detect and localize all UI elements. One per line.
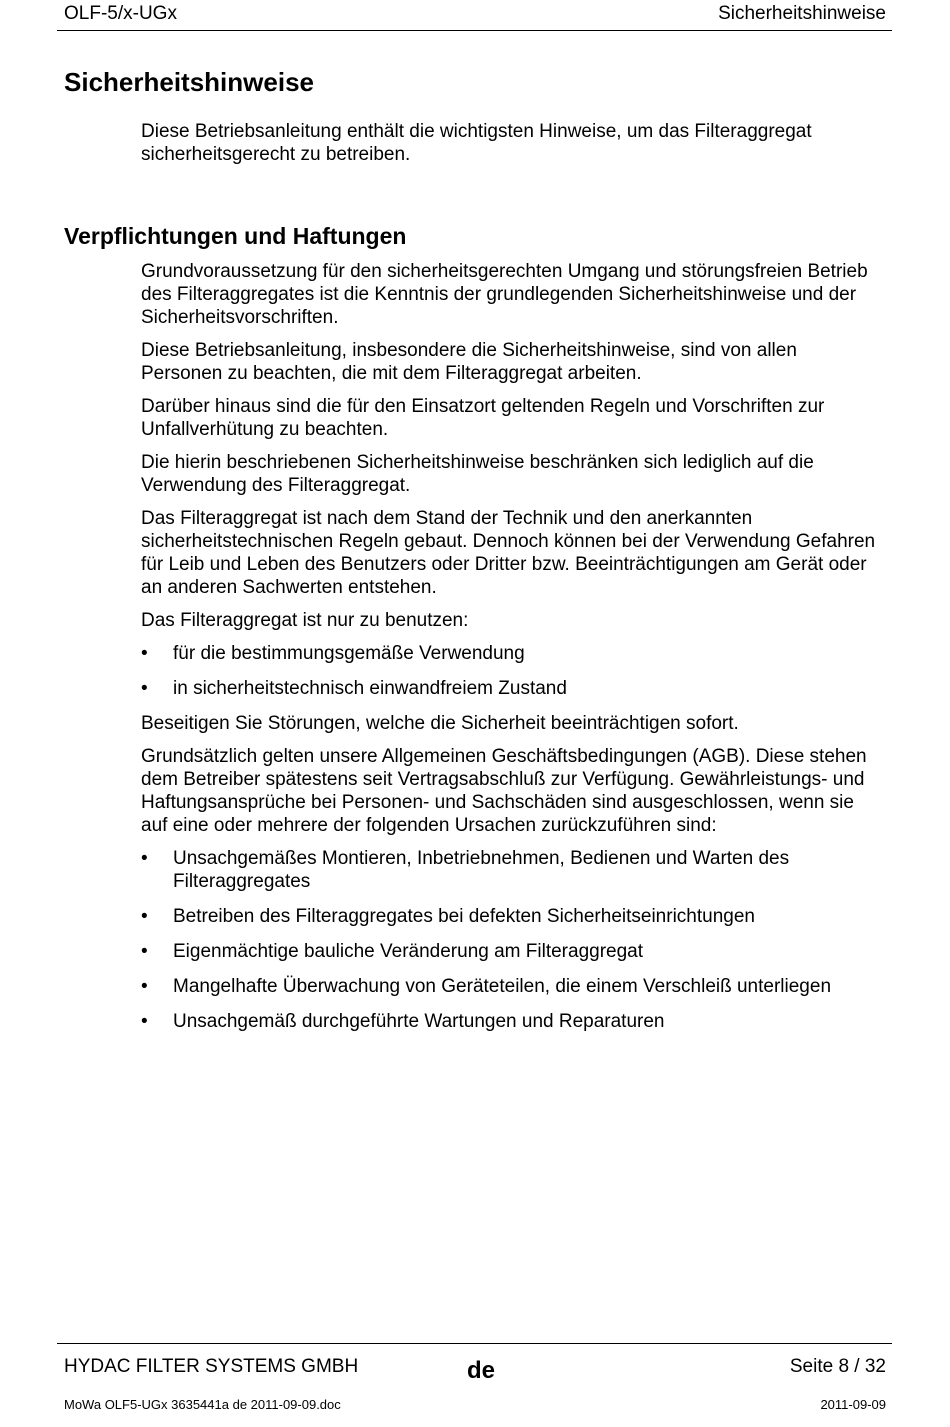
header-divider (57, 30, 892, 31)
bullet-icon: • (141, 941, 148, 962)
bullet-icon: • (141, 976, 148, 997)
section-body (141, 260, 876, 1045)
footer-language: de (467, 1357, 496, 1384)
list-item (141, 975, 876, 998)
list-item (141, 905, 876, 928)
list-item (141, 1010, 876, 1033)
list-item (141, 677, 876, 700)
bullet-icon: • (141, 678, 148, 699)
header-doc-id: OLF-5/x-UGx (64, 3, 177, 24)
section-heading: Verpflichtungen und Haftungen (64, 223, 407, 249)
bullet-icon: • (141, 1011, 148, 1032)
bullet-icon: • (141, 906, 148, 927)
paragraph: Grundsätzlich gelten unsere Allgemeinen Geschäftsbedingungen (AGB). Diese stehen dem Betreiber spätestens seit Vertragsabschluß zur Verfügung. Gewährleistungs- und Haftungsansprüche bei Personen- und Sachschäden sind ausgeschlossen, wenn sie auf eine oder mehrere der folgenden Ursachen zurückzuführen sind: (141, 746, 867, 836)
liability-exclusions-list (141, 847, 876, 1033)
footer-document-name: MoWa OLF5-UGx 3635441a de 2011-09-09.doc (64, 1397, 341, 1412)
bullet-icon: • (141, 848, 148, 869)
list-item-text: Unsachgemäßes Montieren, Inbetriebnehmen, Bedienen und Warten des Filteraggregates (173, 848, 790, 892)
paragraph: Das Filteraggregat ist nach dem Stand der Technik und den anerkannten sicherheitstechnischen Regeln gebaut. Dennoch können bei der Verwendung Gefahren für Leib und Leben des Benutzers oder Dritter bzw. Beeinträchtigungen am Gerät oder an anderen Sachwerten entstehen. (141, 508, 876, 598)
bullet-icon: • (141, 643, 148, 664)
list-item-text: in sicherheitstechnisch einwandfreiem Zustand (173, 678, 567, 699)
footer-page-number: Seite 8 / 32 (789, 1356, 886, 1377)
usage-conditions-list (141, 642, 876, 700)
header-section-title: Sicherheitshinweise (718, 3, 886, 24)
paragraph: Beseitigen Sie Störungen, welche die Sicherheit beeinträchtigen sofort. (141, 713, 739, 734)
list-item (141, 847, 876, 893)
list-item (141, 642, 876, 665)
list-item (141, 940, 876, 963)
paragraph: Das Filteraggregat ist nur zu benutzen: (141, 610, 469, 631)
footer-date: 2011-09-09 (820, 1397, 886, 1412)
paragraph: Grundvoraussetzung für den sicherheitsgerechten Umgang und störungsfreien Betrieb des Filteraggregates ist die Kenntnis der grundlegenden Sicherheitshinweise und der Sicherheitsvorschriften. (141, 261, 868, 328)
list-item-text: Eigenmächtige bauliche Veränderung am Filteraggregat (173, 941, 644, 962)
footer-divider (57, 1343, 892, 1344)
paragraph: Die hierin beschriebenen Sicherheitshinweise beschränken sich lediglich auf die Verwendung des Filteraggregat. (141, 452, 814, 496)
footer-company: HYDAC FILTER SYSTEMS GMBH (64, 1356, 359, 1377)
list-item-text: Betreiben des Filteraggregates bei defekten Sicherheitseinrichtungen (173, 906, 755, 927)
list-item-text: für die bestimmungsgemäße Verwendung (173, 643, 525, 664)
paragraph: Diese Betriebsanleitung, insbesondere die Sicherheitshinweise, sind von allen Personen zu beachten, die mit dem Filteraggregat arbeiten. (141, 340, 797, 384)
list-item-text: Unsachgemäß durchgeführte Wartungen und Reparaturen (173, 1011, 665, 1032)
list-item-text: Mangelhafte Überwachung von Geräteteilen, die einem Verschleiß unterliegen (173, 976, 832, 997)
intro-paragraph: Diese Betriebsanleitung enthält die wichtigsten Hinweise, um das Filteraggregat sicherheitsgerecht zu betreiben. (141, 121, 812, 165)
paragraph: Darüber hinaus sind die für den Einsatzort geltenden Regeln und Vorschriften zur Unfallverhütung zu beachten. (141, 396, 825, 440)
page-title: Sicherheitshinweise (64, 67, 314, 97)
